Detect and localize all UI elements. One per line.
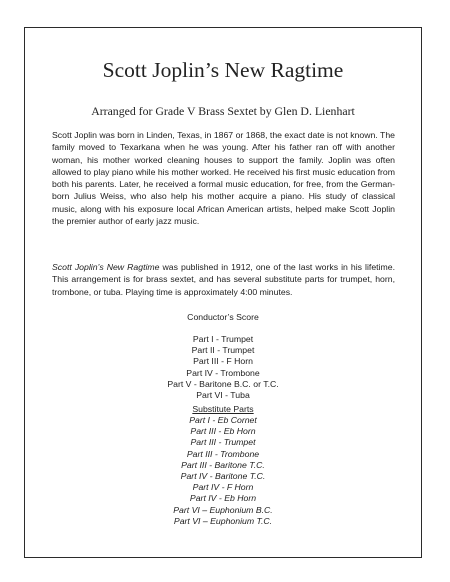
page-subtitle: Arranged for Grade V Brass Sextet by Glen D. Lienhart [91,104,355,118]
substitute-part-item: Part I - Eb Cornet [189,415,257,425]
substitute-part-item: Part III - Eb Horn [190,426,256,437]
substitute-part-item: Part VI – Euphonium B.C. [173,504,273,515]
page-title: Scott Joplin’s New Ragtime [102,58,344,82]
substitute-parts-list [25,415,421,527]
document-page [24,27,422,558]
conductors-score-heading: Conductor’s Score [187,312,259,322]
part-item: Part III - F Horn [193,356,253,367]
substitute-part-item: Part III - Baritone T.C. [181,459,265,470]
substitute-part-item: Part IV - F Horn [192,482,254,493]
description-text: was published in 1912, one of the last works in his lifetime. This arrangement is for brass sextet, and has several substitute parts for trumpet, horn, trombone, or tuba. Playing time is approximately 4:00 minutes. [52,262,395,297]
biography-paragraph: Scott Joplin was born in Linden, Texas, in 1867 or 1868, the exact date is not known. The family moved to Texarkana when he was young. After his father ran off with another woman, his mother worked cleaning houses to support the family. Joplin was often allowed to play piano while his mother worked. He received his first music education from both his parents. Later, he received a formal music education, for free, from the German-born Julius Weiss, who also help his mother acquire a piano. His study of classical music, along with his exposure local African American artists, helped make Scott Joplin the premier author of early jazz music. [52,130,395,227]
part-item: Part VI - Tuba [196,390,250,401]
work-title-italic: Scott Joplin’s New Ragtime [52,262,160,272]
description-paragraph [52,261,395,298]
part-item: Part II - Trumpet [191,345,255,356]
parts-list [25,334,421,401]
substitute-part-item: Part III - Trumpet [190,437,256,448]
substitute-part-item: Part VI – Euphonium T.C. [173,515,273,526]
substitute-part-item: Part III - Trombone [186,448,260,459]
part-item: Part I - Trumpet [192,334,254,344]
substitute-part-item: Part IV - Eb Horn [189,493,257,504]
part-item: Part IV - Trombone [186,367,260,378]
part-item: Part V - Baritone B.C. or T.C. [167,378,279,389]
substitute-part-item: Part IV - Baritone T.C. [180,471,266,482]
substitute-parts-heading: Substitute Parts [192,404,254,414]
